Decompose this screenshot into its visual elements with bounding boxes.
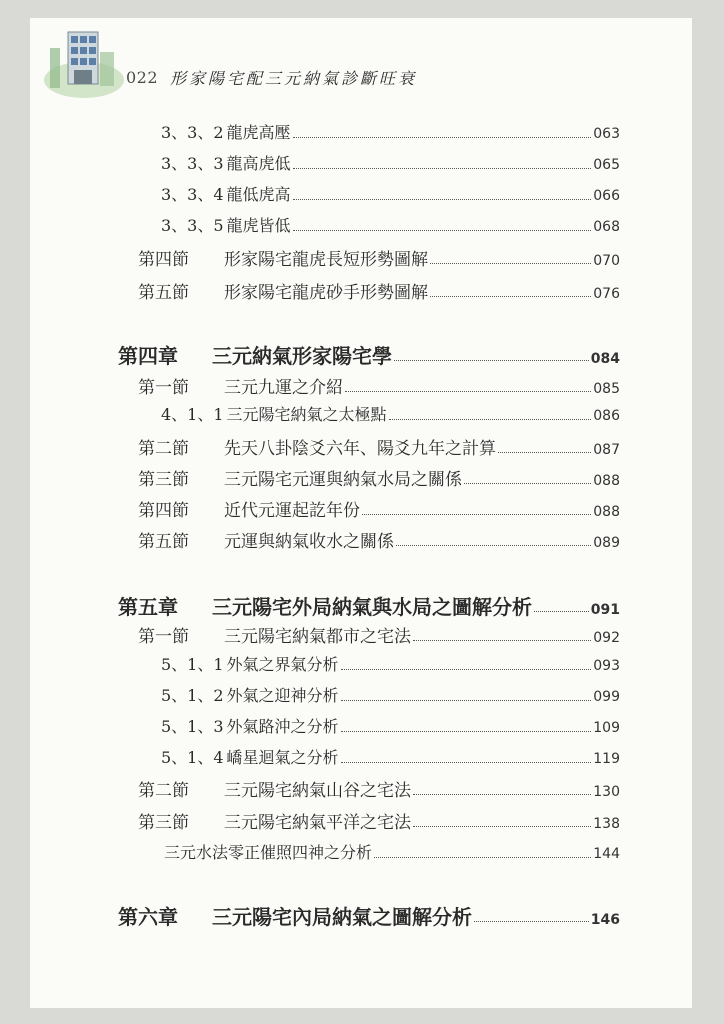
toc-entry[interactable]: [138, 527, 620, 552]
entry-number: 第四節: [138, 250, 189, 270]
chapter-title: 三元陽宅內局納氣之圖解分析: [212, 905, 472, 929]
toc-entry[interactable]: [138, 465, 620, 490]
entry-number: 第五節: [138, 532, 189, 552]
leader-dots: [413, 640, 591, 641]
toc-entry[interactable]: [161, 652, 620, 675]
entry-page: 092: [593, 630, 620, 646]
entry-number: 4、1、1: [161, 405, 224, 424]
leader-dots: [430, 296, 591, 297]
entry-number: 第二節: [138, 781, 189, 801]
entry-page: 084: [590, 351, 620, 367]
entry-page: 146: [590, 912, 620, 928]
toc-entry[interactable]: [161, 714, 620, 737]
toc-chapter-entry[interactable]: [118, 340, 620, 369]
entry-page: 068: [593, 219, 620, 235]
entry-number: 第二節: [138, 439, 189, 459]
entry-title: 外氣路沖之分析: [226, 717, 339, 736]
entry-title: 外氣之迎神分析: [226, 686, 339, 705]
header-book-title: 形家陽宅配三元納氣診斷旺衰: [170, 69, 418, 88]
entry-page: 138: [593, 816, 620, 832]
toc-entry[interactable]: [161, 151, 620, 174]
entry-number: 第三節: [138, 813, 189, 833]
toc-entry[interactable]: [138, 434, 620, 459]
entry-title: 近代元運起訖年份: [224, 501, 360, 521]
leader-dots: [293, 168, 592, 169]
entry-number: 第一節: [138, 627, 189, 647]
entry-title: 三元陽宅納氣山谷之宅法: [224, 781, 411, 801]
toc-entry[interactable]: [161, 182, 620, 205]
toc-entry[interactable]: [138, 278, 620, 303]
leader-dots: [474, 921, 589, 922]
entry-number: 3、3、2: [161, 123, 224, 142]
entry-page: 130: [593, 784, 620, 800]
chapter-title: 三元納氣形家陽宅學: [212, 344, 392, 368]
entry-page: 088: [593, 473, 620, 489]
entry-title: 三元九運之介紹: [224, 378, 343, 398]
entry-number: 5、1、4: [161, 748, 224, 767]
leader-dots: [534, 611, 589, 612]
leader-dots: [341, 731, 592, 732]
toc-entry[interactable]: [138, 776, 620, 801]
entry-number: 第一節: [138, 378, 189, 398]
entry-page: 144: [593, 846, 620, 862]
leader-dots: [389, 419, 592, 420]
entry-title: 三元陽宅納氣平洋之宅法: [224, 813, 411, 833]
entry-number: 第四節: [138, 501, 189, 521]
toc-entry[interactable]: [161, 120, 620, 143]
toc-chapter-entry[interactable]: [118, 591, 620, 620]
entry-page: 089: [593, 535, 620, 551]
entry-page: 070: [593, 253, 620, 269]
entry-page: 086: [593, 408, 620, 424]
entry-page: 091: [590, 602, 620, 618]
leader-dots: [413, 794, 591, 795]
entry-title: 三元陽宅納氣都市之宅法: [224, 627, 411, 647]
entry-page: 085: [593, 381, 620, 397]
entry-number: 5、1、1: [161, 655, 224, 674]
toc-entry[interactable]: [138, 373, 620, 398]
entry-number: 5、1、2: [161, 686, 224, 705]
entry-page: 076: [593, 286, 620, 302]
entry-title: 三元陽宅元運與納氣水局之關係: [224, 470, 462, 490]
entry-page: 093: [593, 658, 620, 674]
entry-number: 5、1、3: [161, 717, 224, 736]
leader-dots: [464, 483, 591, 484]
leader-dots: [374, 857, 591, 858]
entry-title: 形家陽宅龍虎砂手形勢圖解: [224, 283, 428, 303]
chapter-number: 第六章: [118, 905, 178, 929]
leader-dots: [413, 826, 591, 827]
entry-title: 龍高虎低: [226, 154, 291, 173]
toc-entry[interactable]: [138, 808, 620, 833]
entry-title: 三元陽宅納氣之太極點: [226, 405, 387, 424]
entry-title: 先天八卦陰爻六年、陽爻九年之計算: [224, 439, 496, 459]
toc-entry[interactable]: [161, 402, 620, 425]
entry-page: 087: [593, 442, 620, 458]
leader-dots: [341, 669, 592, 670]
chapter-title: 三元陽宅外局納氣與水局之圖解分析: [212, 595, 532, 619]
toc-entry[interactable]: [161, 745, 620, 768]
chapter-number: 第五章: [118, 595, 178, 619]
leader-dots: [345, 391, 591, 392]
toc-entry[interactable]: [138, 622, 620, 647]
entry-page: 099: [593, 689, 620, 705]
toc-entry[interactable]: [161, 840, 620, 863]
leader-dots: [396, 545, 591, 546]
entry-page: 088: [593, 504, 620, 520]
leader-dots: [293, 230, 592, 231]
entry-number: 第三節: [138, 470, 189, 490]
entry-page: 063: [593, 126, 620, 142]
leader-dots: [430, 263, 591, 264]
entry-number: 3、3、4: [161, 185, 224, 204]
toc-entry[interactable]: [138, 245, 620, 270]
leader-dots: [293, 137, 592, 138]
toc-entry[interactable]: [161, 683, 620, 706]
entry-title: 外氣之界氣分析: [226, 655, 339, 674]
entry-title: 嶠星迴氣之分析: [226, 748, 339, 767]
entry-page: 109: [593, 720, 620, 736]
entry-title: 龍虎皆低: [226, 216, 291, 235]
chapter-number: 第四章: [118, 344, 178, 368]
toc-chapter-entry[interactable]: [118, 901, 620, 930]
entry-title: 三元水法零正催照四神之分析: [164, 843, 373, 862]
entry-page: 065: [593, 157, 620, 173]
toc-entry[interactable]: [161, 213, 620, 236]
entry-number: 3、3、5: [161, 216, 224, 235]
leader-dots: [341, 762, 592, 763]
entry-title: 龍低虎高: [226, 185, 291, 204]
entry-page: 119: [593, 751, 620, 767]
entry-title: 形家陽宅龍虎長短形勢圖解: [224, 250, 428, 270]
leader-dots: [341, 700, 592, 701]
leader-dots: [362, 514, 591, 515]
leader-dots: [293, 199, 592, 200]
entry-title: 元運與納氣收水之關係: [224, 532, 394, 552]
leader-dots: [394, 360, 589, 361]
entry-number: 3、3、3: [161, 154, 224, 173]
entry-title: 龍虎高壓: [226, 123, 291, 142]
header-page-number: 022: [126, 68, 159, 87]
leader-dots: [498, 452, 591, 453]
entry-page: 066: [593, 188, 620, 204]
entry-number: 第五節: [138, 283, 189, 303]
toc-entry[interactable]: [138, 496, 620, 521]
